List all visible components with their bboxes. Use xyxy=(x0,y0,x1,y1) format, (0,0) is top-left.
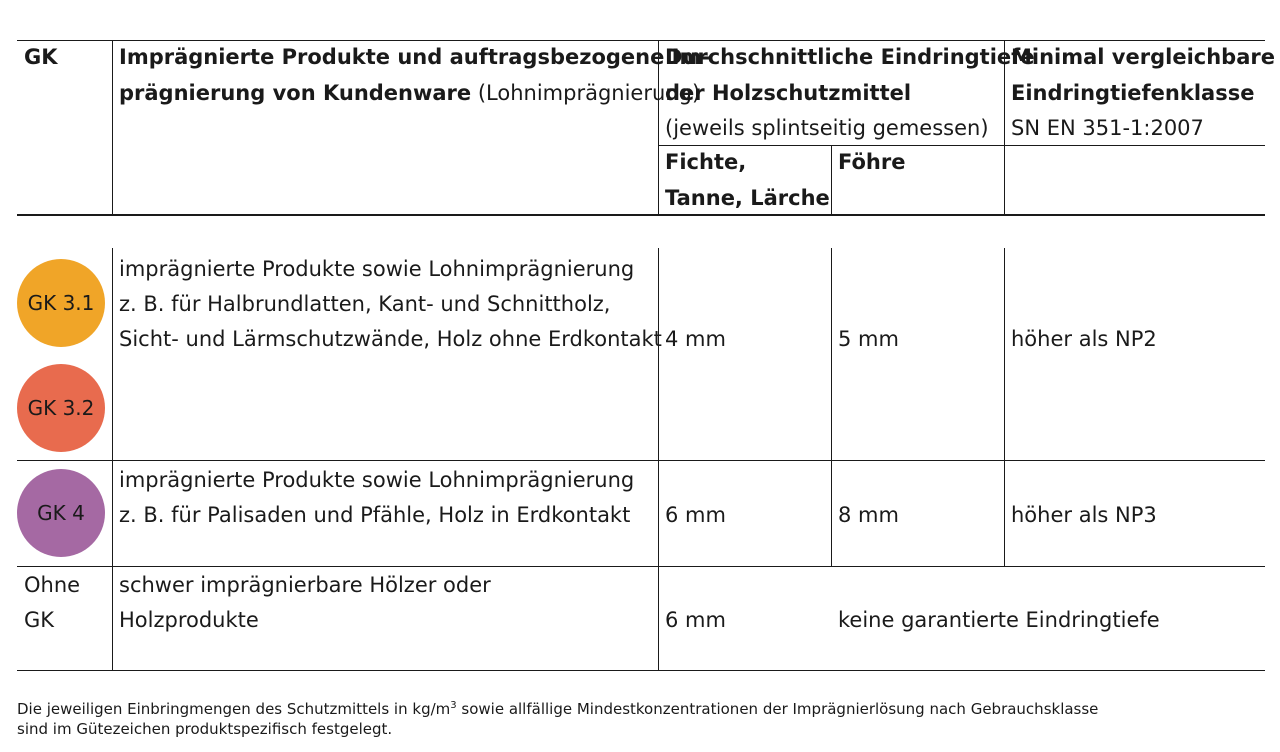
row3-desc-line2: Holzprodukte xyxy=(119,608,259,632)
badge-label: GK 3.1 xyxy=(27,291,95,315)
header-products-line2 xyxy=(119,76,700,111)
header-products-normal: (Lohnimprägnierung) xyxy=(471,81,701,105)
col-divider xyxy=(831,248,832,566)
header-depth-line1: Durchschnittliche Eindringtiefe xyxy=(665,45,1035,69)
gk-4-badge xyxy=(17,469,105,557)
row1-desc-line3: Sicht- und Lärmschutzwände, Holz ohne Erdkontakt xyxy=(119,327,662,351)
row1-foehre: 5 mm xyxy=(838,327,899,351)
row2-fichte: 6 mm xyxy=(665,503,726,527)
col-divider xyxy=(1004,248,1005,566)
row2-desc-line1: imprägnierte Produkte sowie Lohnimprägnierung xyxy=(119,468,635,492)
row2-klasse: höher als NP3 xyxy=(1011,503,1157,527)
header-depth-line2: der Holzschutzmittel xyxy=(665,81,912,105)
row-divider-1 xyxy=(17,460,1265,461)
col-divider xyxy=(658,248,659,670)
row1-desc-line1: imprägnierte Produkte sowie Lohnimprägnierung xyxy=(119,257,635,281)
row2-desc-line2: z. B. für Palisaden und Pfähle, Holz in Erdkontakt xyxy=(119,503,631,527)
col-divider xyxy=(831,145,832,215)
col-divider xyxy=(112,40,113,215)
col-divider xyxy=(112,248,113,670)
header-bottom-rule xyxy=(17,214,1265,216)
badge-label: GK 4 xyxy=(37,501,85,525)
table-bottom-rule xyxy=(17,670,1265,671)
header-gk: GK xyxy=(24,45,58,69)
header-class-line2: Eindringtiefenklasse xyxy=(1011,81,1255,105)
row1-klasse: höher als NP2 xyxy=(1011,327,1157,351)
header-products-line1: Imprägnierte Produkte und auftragsbezogene Im- xyxy=(119,45,711,69)
header-class-line1: Minimal vergleichbare xyxy=(1011,45,1275,69)
footnote-line1 xyxy=(17,694,1098,721)
footnote-text-b: sowie allfällige Mindestkonzentrationen der Imprägnierlösung nach Gebrauchsklasse xyxy=(456,700,1099,718)
row2-foehre: 8 mm xyxy=(838,503,899,527)
row1-fichte: 4 mm xyxy=(665,327,726,351)
header-depth-line3: (jeweils splintseitig gemessen) xyxy=(665,116,989,140)
row3-fichte: 6 mm xyxy=(665,608,726,632)
row1-desc-line2: z. B. für Halbrundlatten, Kant- und Schnittholz, xyxy=(119,292,611,316)
header-class-line3: SN EN 351-1:2007 xyxy=(1011,116,1204,140)
row3-desc-line1: schwer imprägnierbare Hölzer oder xyxy=(119,573,491,597)
subheader-foehre: Föhre xyxy=(838,150,906,174)
footnote-line2: sind im Gütezeichen produktspezifisch festgelegt. xyxy=(17,720,393,738)
subheader-fichte-line2: Tanne, Lärche xyxy=(665,186,830,210)
row3-gk-line2: GK xyxy=(24,608,55,632)
footnote-sup: 3 xyxy=(450,700,457,711)
gk-3-1-badge xyxy=(17,259,105,347)
gk-3-2-badge xyxy=(17,364,105,452)
footnote-text-a: Die jeweiligen Einbringmengen des Schutzmittels in kg/m xyxy=(17,700,451,718)
row-divider-2 xyxy=(17,566,1265,567)
row3-merged: keine garantierte Eindringtiefe xyxy=(838,608,1160,632)
badge-label: GK 3.2 xyxy=(27,396,95,420)
subheader-fichte-line1: Fichte, xyxy=(665,150,747,174)
header-products-bold: prägnierung von Kundenware xyxy=(119,81,472,105)
row3-gk-line1: Ohne xyxy=(24,573,81,597)
